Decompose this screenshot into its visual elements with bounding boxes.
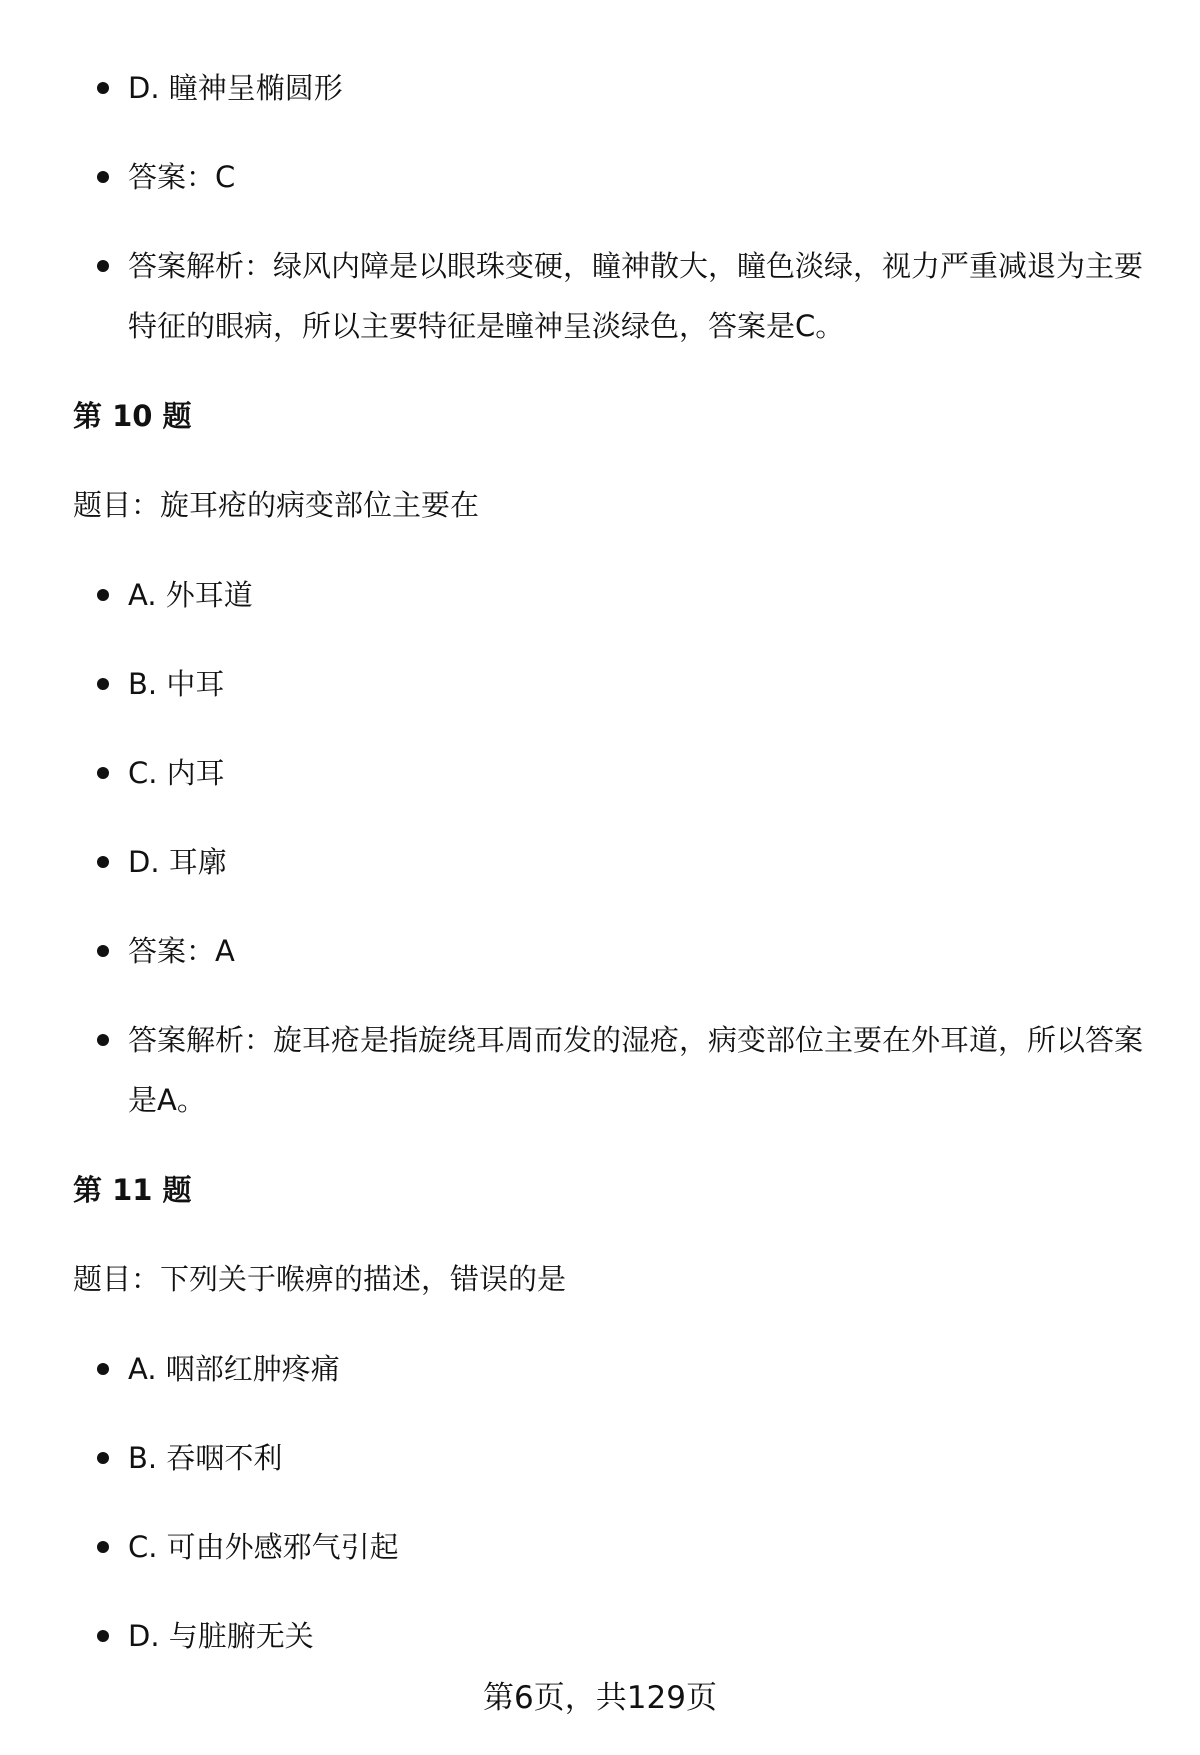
answer-analysis: 答案解析：旋耳疮是指旋绕耳周而发的湿疮，病变部位主要在外耳道，所以答案是A。 (128, 1023, 1144, 1117)
bullet-dot (97, 1630, 109, 1642)
bullet-dot (97, 82, 109, 94)
bullet-dot (97, 1452, 109, 1464)
answer: 答案：C (128, 160, 236, 194)
bullet-dot (97, 678, 109, 690)
bullet-dot (97, 1034, 109, 1046)
bullet-dot (97, 589, 109, 601)
option-d: D. 与脏腑无关 (128, 1619, 314, 1653)
bullet-dot (97, 856, 109, 868)
bullet-dot (97, 260, 109, 272)
option-d: D. 耳廓 (128, 845, 227, 879)
question-text: 题目：下列关于喉痹的描述，错误的是 (73, 1262, 567, 1296)
page-number: 第6页，共129页 (483, 1680, 717, 1716)
option-d: D. 瞳神呈椭圆形 (128, 71, 343, 105)
answer-analysis: 答案解析：绿风内障是以眼珠变硬，瞳神散大，瞳色淡绿，视力严重减退为主要特征的眼病，所以主要特征是瞳神呈淡绿色，答案是C。 (128, 249, 1144, 343)
option-c: C. 可由外感邪气引起 (128, 1530, 399, 1564)
question-heading: 第 10 题 (73, 399, 192, 433)
bullet-dot (97, 1541, 109, 1553)
bullet-dot (97, 1363, 109, 1375)
option-c: C. 内耳 (128, 756, 225, 790)
option-a: A. 外耳道 (128, 578, 253, 612)
question-heading: 第 11 题 (73, 1173, 192, 1207)
question-text: 题目：旋耳疮的病变部位主要在 (73, 488, 480, 522)
option-b: B. 吞咽不利 (128, 1441, 283, 1475)
bullet-dot (97, 945, 109, 957)
bullet-dot (97, 767, 109, 779)
option-b: B. 中耳 (128, 667, 225, 701)
bullet-dot (97, 171, 109, 183)
option-a: A. 咽部红肿疼痛 (128, 1352, 340, 1386)
answer: 答案：A (128, 934, 235, 968)
